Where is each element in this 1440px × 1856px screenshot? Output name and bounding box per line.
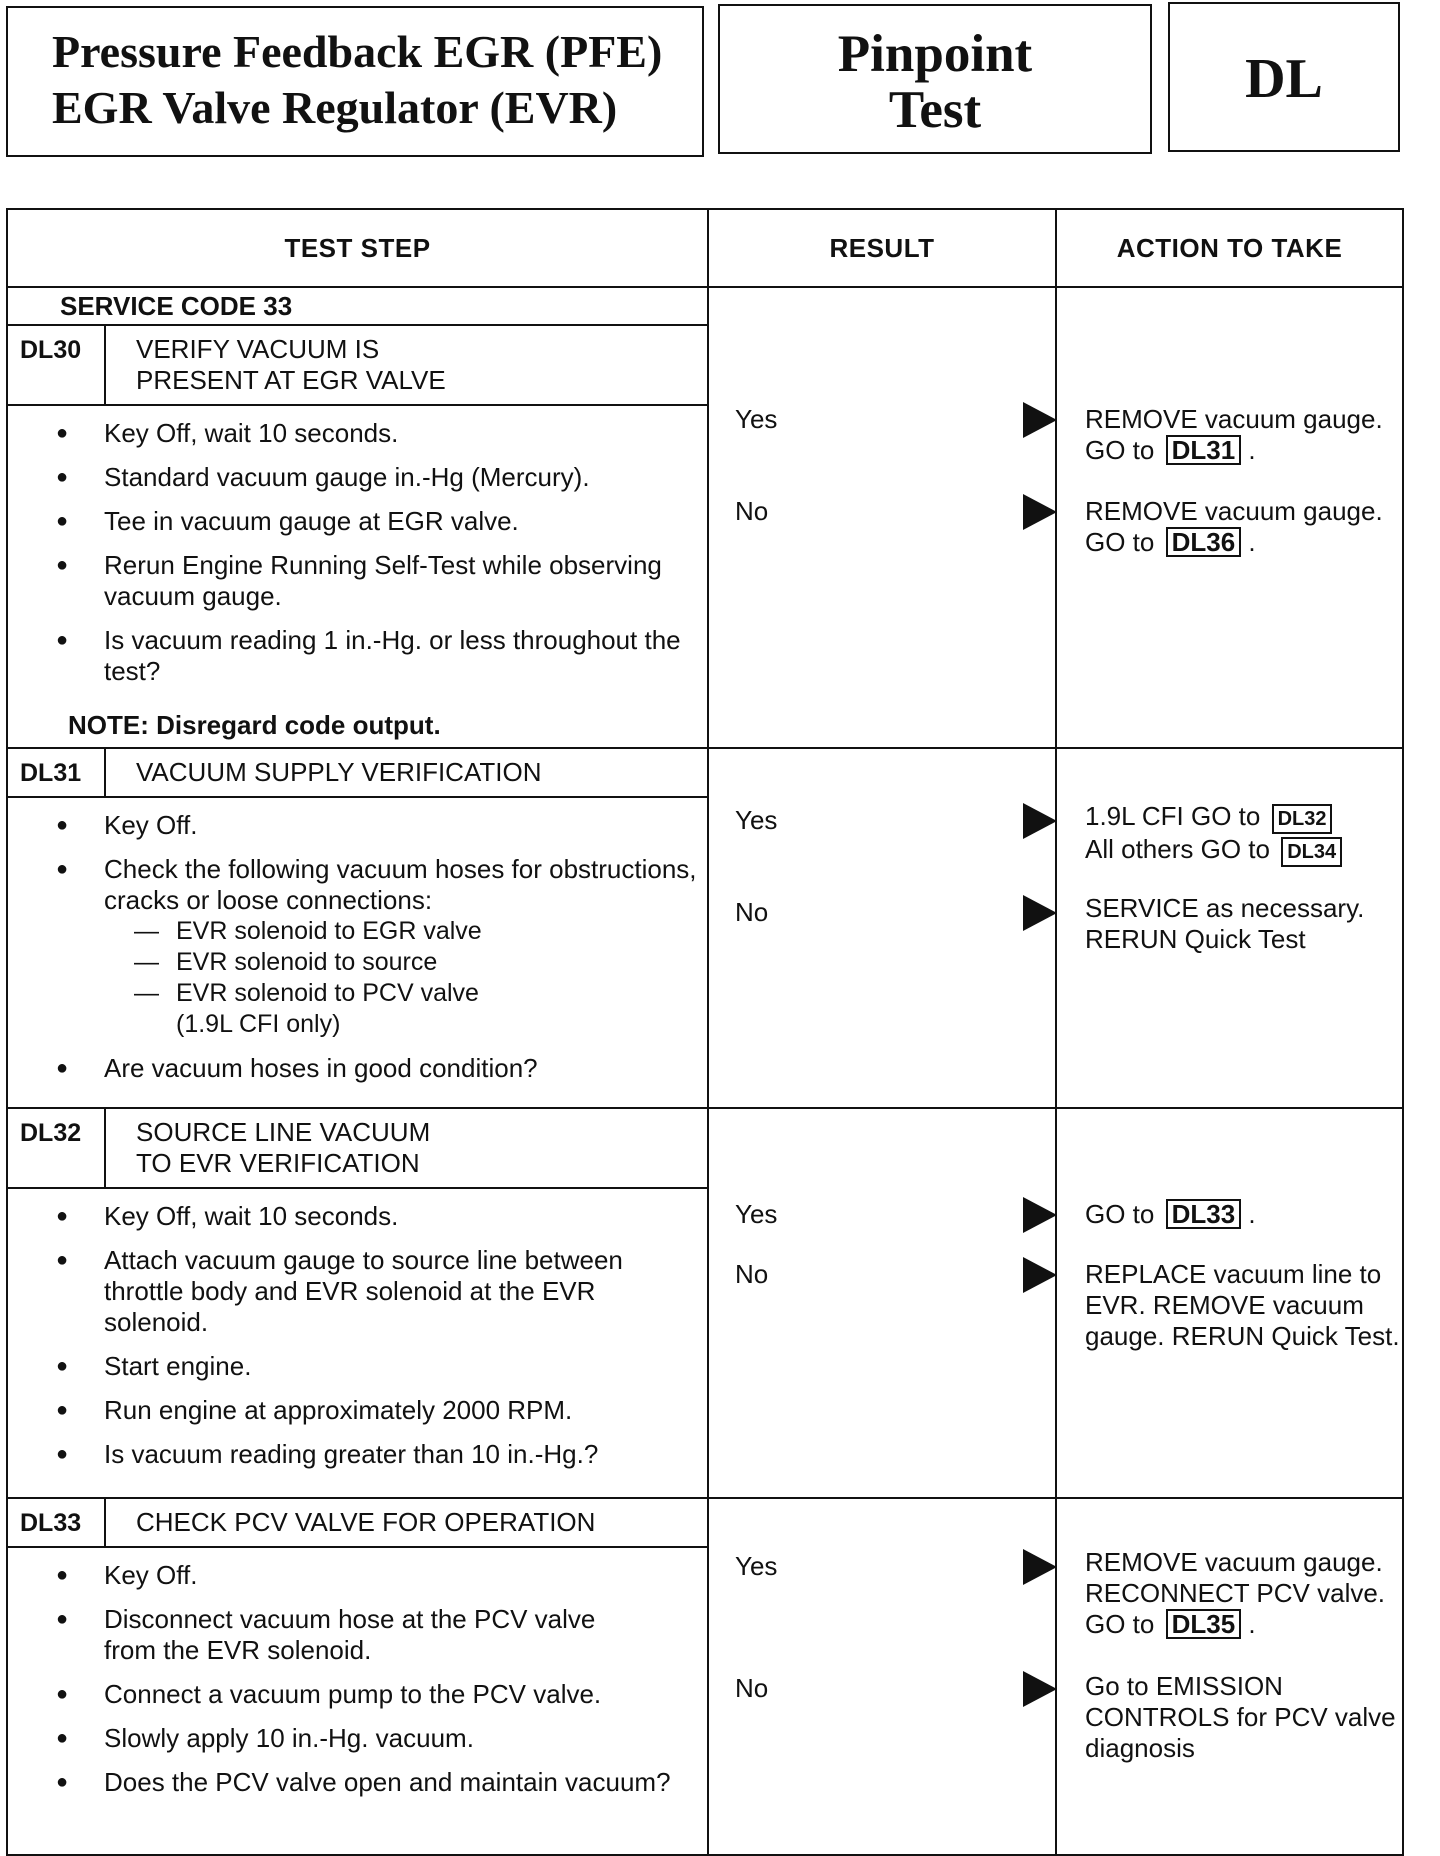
list-item: ● Start engine. [56, 1351, 707, 1382]
action-text: REMOVE vacuum gauge. RECONNECT PCV valve. GO to [1085, 1547, 1386, 1639]
result-cell [708, 748, 1056, 1108]
action-no [1057, 1671, 1402, 1764]
action-cell [1056, 748, 1403, 1108]
arrow-right-icon [1023, 895, 1057, 931]
result-label: No [735, 897, 769, 927]
step-title [106, 749, 707, 796]
list-item: ● Connect a vacuum pump to the PCV valve. [56, 1679, 707, 1710]
action-text: SERVICE as necessary. RERUN Quick Test [1085, 893, 1365, 954]
result-label: Yes [735, 1199, 778, 1229]
step-title-line1: SOURCE LINE VACUUM [136, 1117, 431, 1147]
action-cell [1056, 1108, 1403, 1498]
action-text: GO to [1085, 1199, 1155, 1229]
result-no [709, 897, 1055, 937]
arrow-right-icon [1023, 402, 1057, 438]
sub-item: — EVR solenoid to source [134, 948, 438, 976]
step-title [106, 1499, 707, 1546]
result-label: No [735, 1259, 769, 1289]
step-instructions [8, 1189, 707, 1493]
action-yes [1057, 1547, 1402, 1671]
result-yes [709, 1551, 1055, 1591]
list-item: ● Does the PCV valve open and maintain vacuum? [56, 1767, 707, 1798]
step-row-dl33 [7, 1498, 1403, 1855]
action-no [1057, 1259, 1402, 1352]
list-item: ● Rerun Engine Running Self-Test while observing vacuum gauge. [56, 550, 707, 612]
step-reference: DL33 [1166, 1199, 1242, 1229]
document-title-line2: EGR Valve Regulator (EVR) [52, 82, 618, 133]
step-id: DL32 [8, 1109, 106, 1187]
test-code-box [1168, 2, 1400, 152]
arrow-right-icon [1023, 1671, 1057, 1707]
step-header [8, 326, 707, 406]
step-cell [7, 287, 708, 748]
sub-item: — EVR solenoid to PCV valve [134, 979, 479, 1007]
result-label: No [735, 496, 769, 526]
step-title [106, 1109, 707, 1187]
step-reference: DL34 [1281, 837, 1342, 867]
step-title-line1: VACUUM SUPPLY VERIFICATION [136, 757, 542, 787]
step-cell [7, 1498, 708, 1855]
list-item: ● Is vacuum reading 1 in.-Hg. or less throughout the test? [56, 625, 707, 687]
list-item-text: Check the following vacuum hoses for obstructions, cracks or loose connections: [104, 854, 697, 915]
action-yes [1057, 404, 1402, 496]
step-title-line2: TO EVR VERIFICATION [136, 1148, 420, 1178]
step-instructions [8, 1548, 707, 1821]
step-reference: DL32 [1272, 804, 1333, 834]
step-reference: DL36 [1166, 527, 1242, 557]
action-text: All others GO to [1085, 834, 1270, 864]
action-text: Go to EMISSION CONTROLS for PCV valve diagnosis [1085, 1671, 1396, 1763]
list-item: ● Key Off, wait 10 seconds. [56, 418, 707, 449]
result-no [709, 1259, 1055, 1299]
action-text: REMOVE vacuum gauge. GO to [1085, 496, 1383, 557]
action-punct: . [1248, 435, 1256, 465]
column-header-action: ACTION TO TAKE [1056, 209, 1403, 287]
sub-item-text: EVR solenoid to source [176, 948, 438, 976]
arrow-right-icon [1023, 1197, 1057, 1233]
action-text: REMOVE vacuum gauge. GO to [1085, 404, 1383, 465]
sub-item-text: EVR solenoid to PCV valve [176, 979, 479, 1007]
action-punct: . [1248, 527, 1256, 557]
list-item: ● Are vacuum hoses in good condition? [56, 1053, 707, 1084]
action-text: 1.9L CFI GO to [1085, 801, 1261, 831]
action-yes [1057, 1199, 1402, 1259]
list-item: ● Key Off. [56, 810, 707, 841]
action-cell [1056, 287, 1403, 748]
step-title-line1: CHECK PCV VALVE FOR OPERATION [136, 1507, 596, 1537]
list-item: ● Is vacuum reading greater than 10 in.-Hg.? [56, 1439, 707, 1470]
list-item: ● Run engine at approximately 2000 RPM. [56, 1395, 707, 1426]
step-note: NOTE: Disregard code output. [68, 710, 441, 740]
pinpoint-test-table [6, 208, 1404, 1856]
step-instructions [8, 798, 707, 1107]
result-no [709, 496, 1055, 536]
step-cell [7, 1108, 708, 1498]
arrow-right-icon [1023, 1257, 1057, 1293]
step-reference: DL31 [1166, 435, 1242, 465]
service-code: SERVICE CODE 33 [8, 288, 707, 326]
step-row-dl30 [7, 287, 1403, 748]
step-reference: DL35 [1166, 1609, 1242, 1639]
test-code: DL [1245, 48, 1323, 110]
list-item: ● Slowly apply 10 in.-Hg. vacuum. [56, 1723, 707, 1754]
list-item: ● Attach vacuum gauge to source line between throttle body and EVR solenoid at the EVR solenoid. [56, 1245, 707, 1338]
pinpoint-line2: Test [888, 81, 982, 139]
step-cell [7, 748, 708, 1108]
action-no [1057, 496, 1402, 558]
list-item: ● Tee in vacuum gauge at EGR valve. [56, 506, 707, 537]
step-id: DL31 [8, 749, 106, 796]
step-row-dl31 [7, 748, 1403, 1108]
step-row-dl32 [7, 1108, 1403, 1498]
table-header-row [7, 209, 1403, 287]
arrow-right-icon [1023, 1549, 1057, 1585]
result-no [709, 1673, 1055, 1713]
result-cell [708, 1108, 1056, 1498]
step-header [8, 1109, 707, 1189]
document-title-box [6, 6, 704, 157]
result-label: Yes [735, 805, 778, 835]
list-item: ● Key Off. [56, 1560, 707, 1591]
pinpoint-test-box [718, 4, 1152, 154]
result-yes [709, 805, 1055, 845]
list-item: ● Standard vacuum gauge in.-Hg (Mercury). [56, 462, 707, 493]
result-label: Yes [735, 404, 778, 434]
column-header-result: RESULT [708, 209, 1056, 287]
action-no [1057, 893, 1402, 955]
action-cell [1056, 1498, 1403, 1855]
arrow-right-icon [1023, 494, 1057, 530]
result-yes [709, 1199, 1055, 1239]
step-header [8, 1499, 707, 1548]
step-instructions [8, 406, 707, 710]
document-title-line1: Pressure Feedback EGR (PFE) [52, 26, 663, 77]
sub-item-text: (1.9L CFI only) [176, 1010, 341, 1038]
step-title-line2: PRESENT AT EGR VALVE [136, 365, 446, 395]
column-header-test-step: TEST STEP [7, 209, 708, 287]
pinpoint-line1: Pinpoint [837, 25, 1033, 83]
list-item [56, 854, 707, 1040]
sub-item: — EVR solenoid to EGR valve [134, 917, 482, 945]
result-cell [708, 1498, 1056, 1855]
step-title-line1: VERIFY VACUUM IS [136, 334, 380, 364]
sub-item [134, 1009, 707, 1040]
result-label: Yes [735, 1551, 778, 1581]
step-id: DL30 [8, 326, 106, 404]
sub-list [104, 916, 707, 1040]
action-punct: . [1248, 1199, 1256, 1229]
step-header [8, 749, 707, 798]
action-yes [1057, 801, 1402, 893]
result-label: No [735, 1673, 769, 1703]
action-punct: . [1248, 1609, 1256, 1639]
step-id: DL33 [8, 1499, 106, 1546]
result-cell [708, 287, 1056, 748]
sub-item-text: EVR solenoid to EGR valve [176, 917, 482, 945]
list-item: ● Disconnect vacuum hose at the PCV valve from the EVR solenoid. [56, 1604, 707, 1666]
result-yes [709, 404, 1055, 444]
arrow-right-icon [1023, 803, 1057, 839]
step-title [106, 326, 707, 404]
action-text: REPLACE vacuum line to EVR. REMOVE vacuum gauge. RERUN Quick Test. [1085, 1259, 1400, 1351]
list-item: ● Key Off, wait 10 seconds. [56, 1201, 707, 1232]
